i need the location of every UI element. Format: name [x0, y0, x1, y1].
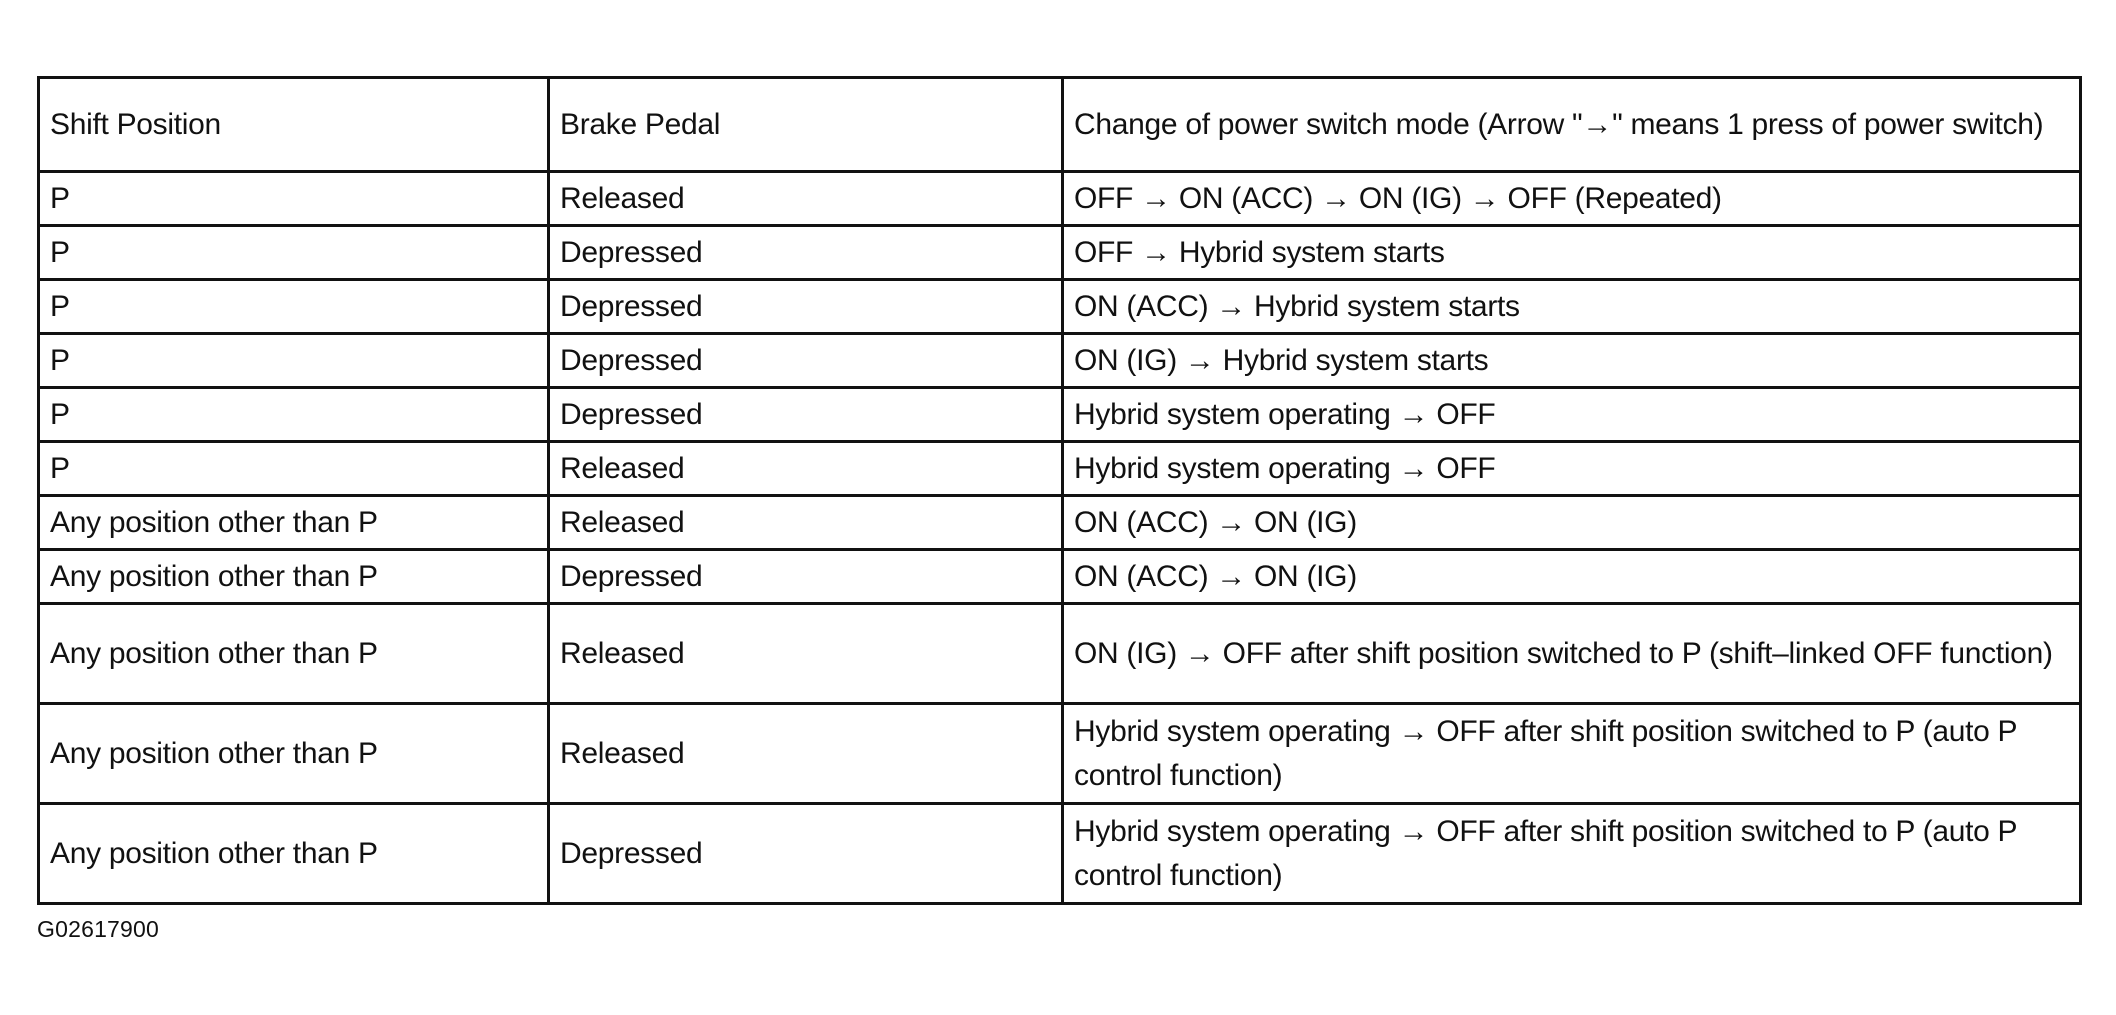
power-switch-mode-table: [37, 76, 2082, 905]
cell-brake-pedal: Released: [549, 496, 1063, 550]
cell-power-switch-mode: OFF → Hybrid system starts: [1063, 226, 2081, 280]
cell-shift-position: P: [39, 226, 549, 280]
table-row: [39, 804, 2081, 904]
table-row: [39, 704, 2081, 804]
header-power-switch-mode-change: Change of power switch mode (Arrow "→" means 1 press of power switch): [1063, 78, 2081, 172]
cell-brake-pedal: Depressed: [549, 226, 1063, 280]
cell-brake-pedal: Released: [549, 442, 1063, 496]
cell-shift-position: P: [39, 172, 549, 226]
cell-power-switch-mode: Hybrid system operating → OFF: [1063, 388, 2081, 442]
cell-shift-position: Any position other than P: [39, 704, 549, 804]
table-header-row: [39, 78, 2081, 172]
cell-power-switch-mode: ON (IG) → OFF after shift position switched to P (shift–linked OFF function): [1063, 604, 2081, 704]
table-row: [39, 334, 2081, 388]
cell-power-switch-mode: ON (ACC) → Hybrid system starts: [1063, 280, 2081, 334]
figure-id-label: G02617900: [37, 916, 160, 942]
table-row: [39, 604, 2081, 704]
cell-brake-pedal: Released: [549, 604, 1063, 704]
cell-brake-pedal: Released: [549, 704, 1063, 804]
table-row: [39, 280, 2081, 334]
cell-shift-position: Any position other than P: [39, 496, 549, 550]
cell-power-switch-mode: ON (ACC) → ON (IG): [1063, 550, 2081, 604]
cell-shift-position: Any position other than P: [39, 550, 549, 604]
header-brake-pedal: Brake Pedal: [549, 78, 1063, 172]
cell-shift-position: P: [39, 280, 549, 334]
cell-power-switch-mode: ON (ACC) → ON (IG): [1063, 496, 2081, 550]
cell-shift-position: P: [39, 334, 549, 388]
cell-power-switch-mode: OFF → ON (ACC) → ON (IG) → OFF (Repeated): [1063, 172, 2081, 226]
table-row: [39, 442, 2081, 496]
cell-power-switch-mode: Hybrid system operating → OFF: [1063, 442, 2081, 496]
table-row: [39, 172, 2081, 226]
cell-brake-pedal: Depressed: [549, 334, 1063, 388]
table-row: [39, 226, 2081, 280]
table-row: [39, 550, 2081, 604]
cell-brake-pedal: Released: [549, 172, 1063, 226]
header-shift-position: Shift Position: [39, 78, 549, 172]
cell-brake-pedal: Depressed: [549, 550, 1063, 604]
cell-brake-pedal: Depressed: [549, 388, 1063, 442]
table-row: [39, 496, 2081, 550]
cell-shift-position: P: [39, 442, 549, 496]
table-row: [39, 388, 2081, 442]
cell-shift-position: Any position other than P: [39, 804, 549, 904]
cell-power-switch-mode: Hybrid system operating → OFF after shift position switched to P (auto P control function): [1063, 804, 2081, 904]
cell-power-switch-mode: ON (IG) → Hybrid system starts: [1063, 334, 2081, 388]
cell-shift-position: P: [39, 388, 549, 442]
cell-shift-position: Any position other than P: [39, 604, 549, 704]
cell-brake-pedal: Depressed: [549, 280, 1063, 334]
cell-brake-pedal: Depressed: [549, 804, 1063, 904]
power-switch-mode-table-container: [37, 76, 2079, 905]
cell-power-switch-mode: Hybrid system operating → OFF after shift position switched to P (auto P control function): [1063, 704, 2081, 804]
